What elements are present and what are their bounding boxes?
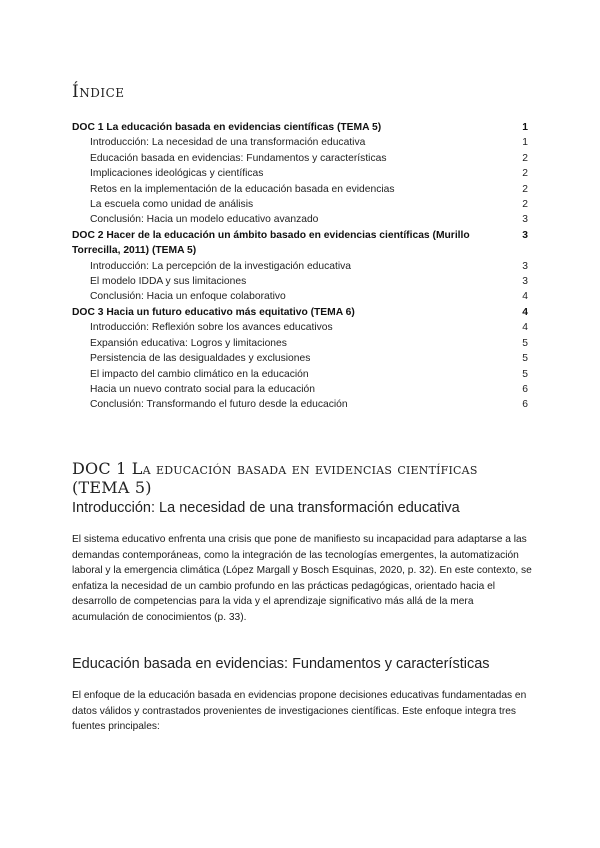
toc-entry-title: DOC 3 Hacia un futuro educativo más equitativo (TEMA 6) (72, 306, 355, 318)
toc-entry-title: Conclusión: Transformando el futuro desde la educación (90, 399, 348, 411)
toc-entry-page: 6 (522, 383, 528, 395)
toc-entry-page: 4 (522, 291, 528, 303)
toc-entry-title: El impacto del cambio climático en la educación (90, 368, 309, 380)
table-of-contents (72, 120, 528, 413)
toc-entry-section[interactable] (72, 151, 528, 166)
toc-entry-title: DOC 1 La educación basada en evidencias científicas (TEMA 5) (72, 122, 382, 133)
doc1-heading: DOC 1 La educación basada en evidencias científicas (TEMA 5) (72, 459, 478, 497)
toc-entry-page: 5 (522, 337, 528, 349)
toc-entry-section[interactable] (72, 382, 528, 397)
toc-entry-title: Persistencia de las desigualdades y exclusiones (90, 353, 311, 365)
section-body-introduccion: El sistema educativo enfrenta una crisis que pone de manifiesto su incapacidad para adaptarse a las demandas contemporáneas, como la integración de las tecnologías emergentes, la automatización laboral y la emergencia climática (López Margall y Bosch Esquinas, 2020, p. 32). En este contexto, se enfatiza la necesidad de un cambio profundo en las prácticas pedagógicas, orientado hacia el desarrollo de competencias para la vida y el aprendizaje significativo más allá de la mera acumulación de conocimientos (p. 33). (72, 534, 532, 623)
toc-entry-doc[interactable] (72, 120, 528, 135)
toc-entry-title: Educación basada en evidencias: Fundamentos y características (90, 152, 387, 164)
toc-entry-title: Introducción: Reflexión sobre los avances educativos (90, 322, 333, 334)
toc-entry-section[interactable] (72, 274, 528, 289)
toc-entry-section[interactable] (72, 367, 528, 382)
toc-entry-section[interactable] (72, 135, 528, 150)
section-body-fundamentos: El enfoque de la educación basada en evidencias propone decisiones educativas fundamentadas en datos válidos y contrastados provenientes de investigaciones científicas. Este enfoque integra tres fuentes principales: (72, 690, 527, 733)
section-heading-introduccion: Introducción: La necesidad de una transformación educativa (72, 500, 460, 516)
toc-entry-doc[interactable] (72, 228, 528, 259)
toc-entry-page: 6 (522, 399, 528, 411)
toc-entry-title: Implicaciones ideológicas y científicas (90, 168, 264, 180)
toc-entry-page: 3 (522, 229, 528, 241)
toc-entry-section[interactable] (72, 197, 528, 212)
toc-entry-page: 2 (522, 183, 528, 195)
toc-entry-page: 4 (522, 322, 528, 334)
toc-entry-title: El modelo IDDA y sus limitaciones (90, 276, 247, 288)
toc-entry-section[interactable] (72, 351, 528, 366)
toc-entry-page: 2 (522, 199, 528, 211)
toc-entry-title: Retos en la implementación de la educación basada en evidencias (90, 183, 395, 195)
section-heading-fundamentos: Educación basada en evidencias: Fundamentos y características (72, 656, 490, 672)
toc-entry-title: Conclusión: Hacia un enfoque colaborativo (90, 291, 286, 303)
toc-entry-doc[interactable] (72, 305, 528, 320)
toc-entry-title: Expansión educativa: Logros y limitaciones (90, 337, 287, 349)
toc-entry-page: 3 (522, 276, 528, 288)
toc-entry-section[interactable] (72, 336, 528, 351)
toc-entry-title: DOC 2 Hacer de la educación un ámbito basado en evidencias científicas (Murillo Torrecilla, 2011) (TEMA 5) (72, 229, 470, 257)
toc-entry-section[interactable] (72, 259, 528, 274)
toc-entry-section[interactable] (72, 289, 528, 304)
toc-entry-page: 2 (522, 168, 528, 180)
toc-entry-page: 1 (522, 137, 528, 149)
toc-entry-title: Introducción: La necesidad de una transformación educativa (90, 137, 366, 149)
toc-entry-section[interactable] (72, 397, 528, 412)
toc-entry-section[interactable] (72, 320, 528, 335)
toc-entry-title: Hacia un nuevo contrato social para la educación (90, 383, 315, 395)
toc-entry-page: 4 (522, 306, 528, 318)
toc-entry-title: La escuela como unidad de análisis (90, 199, 254, 211)
toc-entry-section[interactable] (72, 166, 528, 181)
toc-entry-page: 1 (522, 122, 528, 133)
toc-entry-page: 3 (522, 214, 528, 226)
toc-entry-title: Conclusión: Hacia un modelo educativo avanzado (90, 214, 319, 226)
index-title: Índice (72, 82, 125, 102)
toc-entry-page: 3 (522, 260, 528, 272)
toc-entry-section[interactable] (72, 212, 528, 227)
toc-entry-page: 5 (522, 368, 528, 380)
toc-entry-title: Introducción: La percepción de la investigación educativa (90, 260, 352, 272)
toc-entry-page: 2 (522, 152, 528, 164)
toc-entry-page: 5 (522, 353, 528, 365)
toc-entry-section[interactable] (72, 182, 528, 197)
